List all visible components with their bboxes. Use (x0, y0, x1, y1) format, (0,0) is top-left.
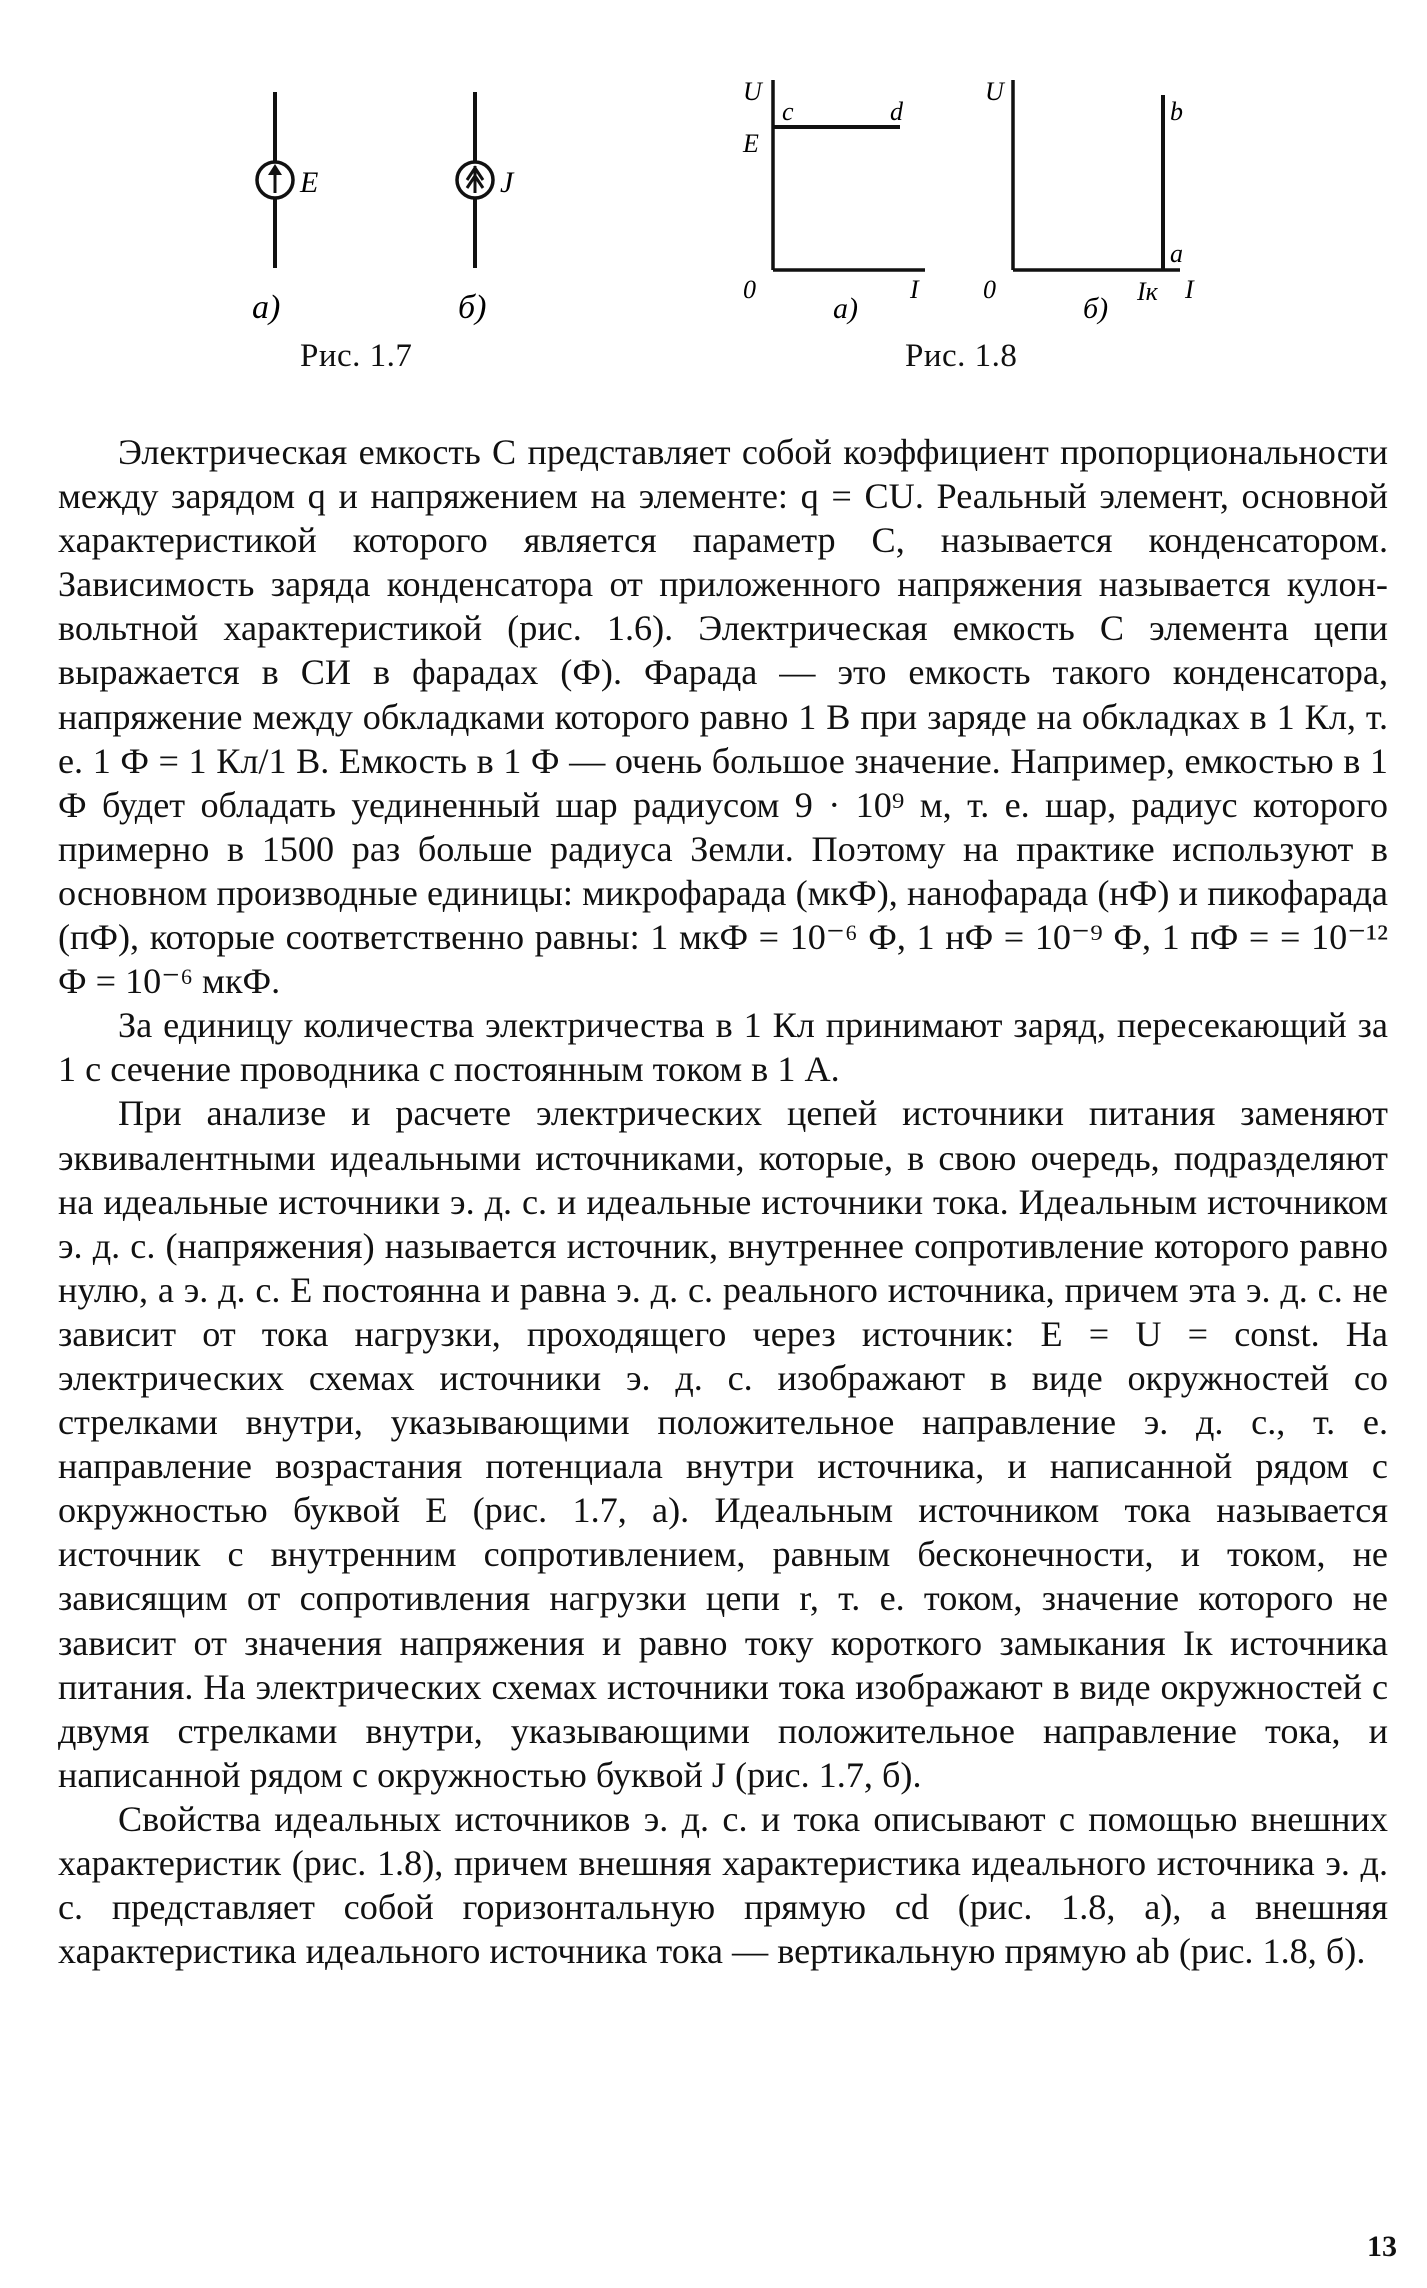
figures-svg (0, 0, 1427, 400)
emf-label: E (300, 166, 319, 199)
fig18b-axis-i: I (1185, 275, 1194, 304)
fig18b-origin: 0 (983, 275, 996, 304)
point-b-label: b (1170, 97, 1183, 126)
fig17-sub-b: б) (458, 289, 487, 326)
paragraph-coulomb: За единицу количества электричества в 1 Кл принимают заряд, пересекающий за 1 с сечение проводника с постоянным током в 1 А. (58, 1005, 1388, 1090)
fig18b-axis-u: U (985, 77, 1004, 106)
fig18b-axes (1013, 80, 1180, 270)
paragraph-ideal-sources: При анализе и расчете электрических цепей источники питания заменяют эквивалентными идеальными источниками, которые, в свою очередь, подразделяют на идеальные источники э. д. с. и идеальные источники тока. Идеальным источником э. д. с. (напряжения) называется источник, внутреннее сопротивление которого равно нулю, а э. д. с. E постоянна и равна э. д. с. реального источника, причем эта э. д. с. не зависит от тока нагрузки, проходящего через источник: E = U = const. На электрических схемах источники э. д. с. изображают в виде окружностей со стрелками внутри, указывающими положительное направление э. д. с., т. е. направление возрастания потенциала внутри источника, и написанной рядом с окружностью буквой E (рис. 1.7, а). Идеальным источником тока называется источник с внутренним сопротивлением, равным бесконечности, и током, не зависящим от сопротивления нагрузки цепи r, т. е. током, значение которого не зависит от значения напряжения и равно току короткого замыкания Iк источника питания. На электрических схемах источники тока изображают в виде окружностей с двумя стрелками внутри, указывающими положительное направление тока, и написанной рядом с окружностью буквой J (рис. 1.7, б). (58, 1093, 1388, 1795)
fig17-sub-a: а) (252, 289, 281, 326)
fig18a-axis-e: E (743, 129, 759, 158)
emf-source-symbol (257, 92, 293, 268)
current-source-symbol (457, 92, 493, 268)
fig18a-axis-u: U (743, 77, 762, 106)
body-text (58, 430, 1388, 1973)
current-source-label: J (500, 166, 514, 199)
ik-label: Iк (1137, 277, 1158, 306)
fig18a-origin: 0 (743, 275, 756, 304)
fig18-sub-a: а) (833, 292, 858, 325)
page-number: 13 (1367, 2230, 1397, 2263)
fig17-caption: Рис. 1.7 (300, 338, 413, 374)
paragraph-characteristics: Свойства идеальных источников э. д. с. и тока описывают с помощью внешних характеристик (рис. 1.8), причем внешняя характеристика идеального источника э. д. с. представляет собой горизонтальную прямую cd (рис. 1.8, а), а внешняя характеристика идеального источника тока — вертикальную прямую ab (рис. 1.8, б). (58, 1798, 1388, 1972)
figures-area (0, 0, 1427, 400)
point-d-label: d (890, 97, 903, 126)
fig18a-axis-i: I (910, 275, 919, 304)
fig18-caption: Рис. 1.8 (905, 338, 1018, 374)
fig18-sub-b: б) (1083, 292, 1109, 325)
point-c-label: c (782, 97, 794, 126)
point-a-label: a (1170, 239, 1183, 268)
paragraph-capacitance: Электрическая емкость C представляет собой коэффициент пропорциональности между зарядом q и напряжением на элементе: q = CU. Реальный элемент, основной характеристикой которого является параметр C, называется конденсатором. Зависимость заряда конденсатора от приложенного напряжения называется кулон-вольтной характеристикой (рис. 1.6). Электрическая емкость C элемента цепи выражается в СИ в фарадах (Ф). Фарада — это емкость такого конденсатора, напряжение между обкладками которого равно 1 В при заряде на обкладках в 1 Кл, т. е. 1 Ф = 1 Кл/1 В. Емкость в 1 Ф — очень большое значение. Например, емкостью в 1 Ф будет обладать уединенный шар радиусом 9 · 10⁹ м, т. е. шар, радиус которого примерно в 1500 раз больше радиуса Земли. Поэтому на практике используют в основном производные единицы: микрофарада (мкФ), нанофарада (нФ) и пикофарада (пФ), которые соответственно равны: 1 мкФ = 10⁻⁶ Ф, 1 нФ = 10⁻⁹ Ф, 1 пФ = = 10⁻¹² Ф = 10⁻⁶ мкФ. (58, 432, 1388, 1002)
